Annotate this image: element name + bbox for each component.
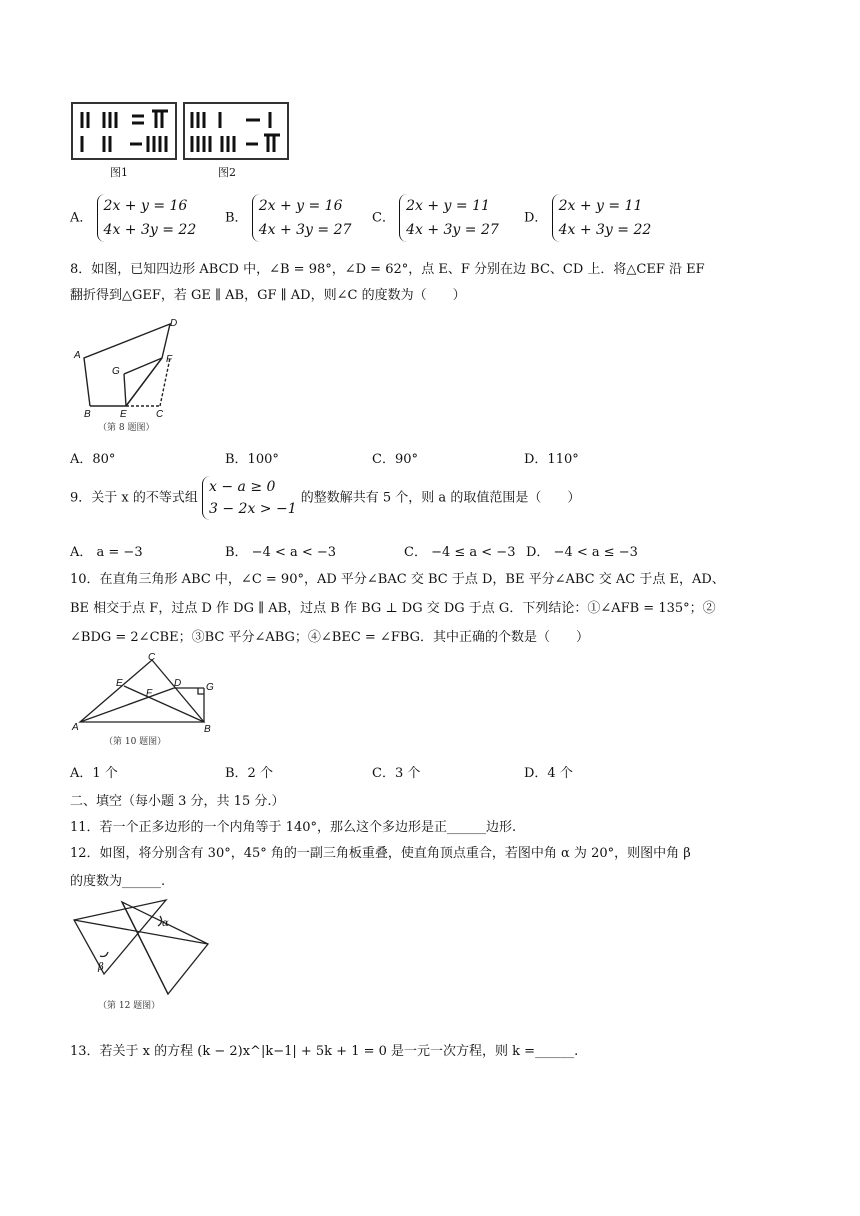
q8-option-a[interactable]: A．80° <box>70 452 116 467</box>
q7-option-d[interactable] <box>524 194 651 242</box>
q9-option-c[interactable]: C． −4 ≤ a < −3 <box>404 545 516 560</box>
q9-option-b[interactable]: B． −4 < a < −3 <box>225 545 337 560</box>
option-label: B． <box>225 210 248 226</box>
option-label: A． <box>70 210 93 226</box>
point-b-label: B <box>84 409 91 420</box>
q11-stem: 11．若一个正多边形的一个内角等于 140°，那么这个多边形是正______边形. <box>70 820 517 835</box>
equation-2: 4x + 3y = 27 <box>406 222 499 238</box>
q8-option-d[interactable]: D．110° <box>524 452 579 467</box>
q10-stem-line2: BE 相交于点 F，过点 D 作 DG ∥ AB，过点 B 作 BG ⊥ DG 交 DG 于点 G．下列结论：①∠AFB = 135°；② <box>70 601 716 616</box>
point-f-label: F <box>146 688 153 699</box>
figure-caption: （第 10 题图） <box>104 737 167 747</box>
q12-stem-line2: 的度数为______. <box>70 874 166 889</box>
alpha-label: α <box>162 918 169 929</box>
point-g-label: G <box>206 682 214 693</box>
equation-system <box>552 194 652 242</box>
option-label: D． <box>524 210 548 226</box>
q10-stem-line3: ∠BDG = 2∠CBE；③BC 平分∠ABG；④∠BEC = ∠FBG．其中正确的个数是（ ） <box>70 630 590 645</box>
equation-1: 2x + y = 16 <box>258 198 343 214</box>
point-e-label: E <box>120 409 127 420</box>
option-label: C． <box>372 210 395 226</box>
figure-caption: （第 12 题图） <box>98 1001 161 1011</box>
point-f-label: F <box>166 354 173 365</box>
equation-2: 4x + 3y = 22 <box>103 222 197 238</box>
q12-figure <box>68 896 218 1018</box>
point-g-label: G <box>112 366 120 377</box>
equation-system <box>399 194 499 242</box>
fig2-caption: 图2 <box>218 166 236 179</box>
q10-option-d[interactable]: D．4 个 <box>524 766 573 781</box>
equation-1: 2x + y = 16 <box>103 198 188 214</box>
q10-option-a[interactable]: A．1 个 <box>70 766 118 781</box>
q8-stem-line1: 8．如图，已知四边形 ABCD 中，∠B = 98°，∠D = 62°，点 E、F 分别在边 BC、CD 上．将△CEF 沿 EF <box>70 262 705 277</box>
inequality-system <box>202 476 297 520</box>
point-c-label: C <box>156 409 164 420</box>
equation-1: 2x + y = 11 <box>558 198 643 214</box>
beta-label: β <box>98 962 104 973</box>
q8-figure <box>70 318 200 436</box>
inequality-2: 3 − 2x > −1 <box>209 501 297 517</box>
q10-option-b[interactable]: B．2 个 <box>225 766 273 781</box>
point-c-label: C <box>148 652 156 663</box>
section-heading: 二、填空（每小题 3 分，共 15 分.） <box>70 794 285 809</box>
q13-stem: 13．若关于 x 的方程 (k − 2)x^|k−1| + 5k + 1 = 0 是一元一次方程，则 k =______. <box>70 1044 579 1059</box>
q10-option-c[interactable]: C．3 个 <box>372 766 421 781</box>
fig1-caption: 图1 <box>110 166 128 179</box>
point-e-label: E <box>116 678 123 689</box>
counting-rods-image <box>70 100 300 180</box>
q10-figure <box>70 652 220 750</box>
point-b-label: B <box>204 724 211 735</box>
q12-stem-line1: 12．如图，将分别含有 30°，45° 角的一副三角板重叠，使直角顶点重合，若图中角 α 为 20°，则图中角 β <box>70 846 691 861</box>
q7-option-c[interactable] <box>372 194 499 242</box>
q9-option-a[interactable]: A． a = −3 <box>70 545 143 560</box>
q8-option-c[interactable]: C．90° <box>372 452 418 467</box>
q9-stem <box>70 476 580 520</box>
equation-system <box>252 194 352 242</box>
equation-2: 4x + 3y = 27 <box>258 222 352 238</box>
point-a-label: A <box>74 350 81 361</box>
q7-option-a[interactable] <box>70 194 196 242</box>
q9-option-d[interactable]: D． −4 < a ≤ −3 <box>526 545 638 560</box>
q7-option-b[interactable] <box>225 194 351 242</box>
triangle-rulers-diagram <box>68 896 218 1018</box>
point-a-label: A <box>72 722 79 733</box>
point-d-label: D <box>174 678 182 689</box>
equation-2: 4x + 3y = 22 <box>558 222 652 238</box>
q10-stem-line1: 10．在直角三角形 ABC 中，∠C = 90°，AD 平分∠BAC 交 BC 于点 D，BE 平分∠ABC 交 AC 于点 E，AD、 <box>70 572 725 587</box>
q8-stem-line2: 翻折得到△GEF，若 GE ∥ AB，GF ∥ AD，则∠C 的度数为（ ） <box>70 288 466 303</box>
inequality-1: x − a ≥ 0 <box>209 479 276 495</box>
right-triangle-diagram <box>70 652 220 750</box>
figure-caption: （第 8 题图） <box>98 423 155 433</box>
q7-figure <box>70 100 300 180</box>
point-d-label: D <box>170 318 178 329</box>
q9-suffix: 的整数解共有 5 个，则 a 的取值范围是（ ） <box>300 490 581 506</box>
equation-1: 2x + y = 11 <box>406 198 490 214</box>
equation-system <box>97 194 197 242</box>
q8-option-b[interactable]: B．100° <box>225 452 279 467</box>
quadrilateral-diagram <box>70 318 200 436</box>
q9-prefix: 9．关于 x 的不等式组 <box>70 490 198 506</box>
